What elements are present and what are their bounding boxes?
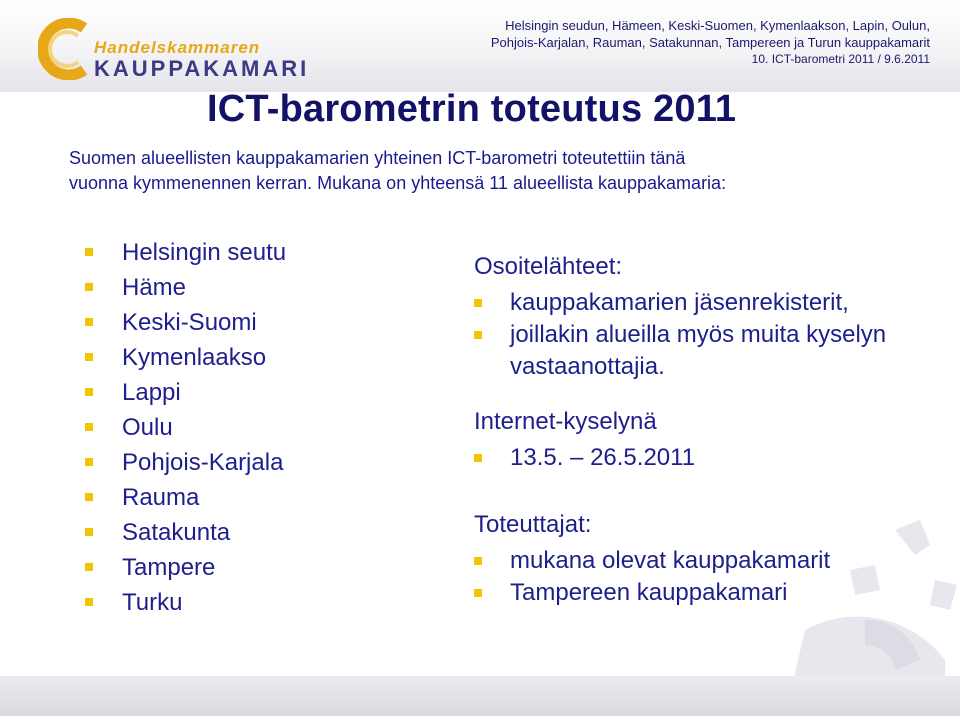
region-item: Rauma: [85, 480, 425, 515]
bullet-square-icon: [85, 598, 93, 606]
bullet-square-icon: [85, 423, 93, 431]
region-item: Keski-Suomi: [85, 305, 425, 340]
slide-title: ICT-barometrin toteutus 2011: [207, 88, 737, 130]
kauppakamari-c-logo-icon: [38, 18, 92, 80]
region-item: Turku: [85, 585, 425, 620]
region-item: Kymenlaakso: [85, 340, 425, 375]
region-item: Helsingin seutu: [85, 235, 425, 270]
logo-text-handelskammaren: Handelskammaren: [94, 38, 261, 57]
bullet-square-icon: [474, 331, 482, 339]
bullet-square-icon: [85, 318, 93, 326]
intro-line1: Suomen alueellisten kauppakamarien yhteinen ICT-barometri toteutettiin tänä: [69, 148, 686, 168]
sources-heading: Osoitelähteet:: [474, 253, 623, 280]
header-regions-line2: Pohjois-Karjalan, Rauman, Satakunnan, Tampereen ja Turun kauppakamarit: [490, 35, 930, 50]
region-item: Lappi: [85, 375, 425, 410]
bullet-square-icon: [85, 458, 93, 466]
bullet-square-icon: [85, 353, 93, 361]
source-item: joillakin alueilla myös muita kyselyn vastaanottajia.: [474, 319, 944, 383]
regions-list: [85, 235, 425, 620]
logo-text-kauppakamari: KAUPPAKAMARI: [94, 56, 310, 81]
bullet-square-icon: [85, 563, 93, 571]
region-item: Häme: [85, 270, 425, 305]
executors-heading: Toteuttajat:: [474, 511, 592, 538]
region-item: Oulu: [85, 410, 425, 445]
bullet-square-icon: [474, 589, 482, 597]
bullet-square-icon: [85, 493, 93, 501]
survey-list: [474, 442, 944, 474]
bullet-square-icon: [474, 454, 482, 462]
header-regions: [410, 17, 930, 68]
kauppakamari-logo: [38, 18, 310, 82]
bullet-square-icon: [474, 299, 482, 307]
source-item: kauppakamarien jäsenrekisterit,: [474, 287, 944, 319]
bullet-square-icon: [474, 557, 482, 565]
region-item: Tampere: [85, 550, 425, 585]
region-item: Satakunta: [85, 515, 425, 550]
intro-text: [69, 146, 889, 196]
footer-band: [0, 676, 960, 716]
region-item: Pohjois-Karjala: [85, 445, 425, 480]
bullet-square-icon: [85, 528, 93, 536]
header-regions-line1: Helsingin seudun, Hämeen, Keski-Suomen, Kymenlaakson, Lapin, Oulun,: [505, 18, 930, 33]
executor-item: mukana olevat kauppakamarit: [474, 545, 944, 577]
sources-list: [474, 287, 944, 383]
executor-item: Tampereen kauppakamari: [474, 577, 944, 609]
header-date: 10. ICT-barometri 2011 / 9.6.2011: [751, 52, 930, 66]
intro-line2: vuonna kymmenennen kerran. Mukana on yhteensä 11 alueellista kauppakamaria:: [69, 173, 727, 193]
bullet-square-icon: [85, 388, 93, 396]
bullet-square-icon: [85, 283, 93, 291]
bullet-square-icon: [85, 248, 93, 256]
survey-date-item: 13.5. – 26.5.2011: [474, 442, 944, 474]
survey-heading: Internet-kyselynä: [474, 408, 657, 435]
